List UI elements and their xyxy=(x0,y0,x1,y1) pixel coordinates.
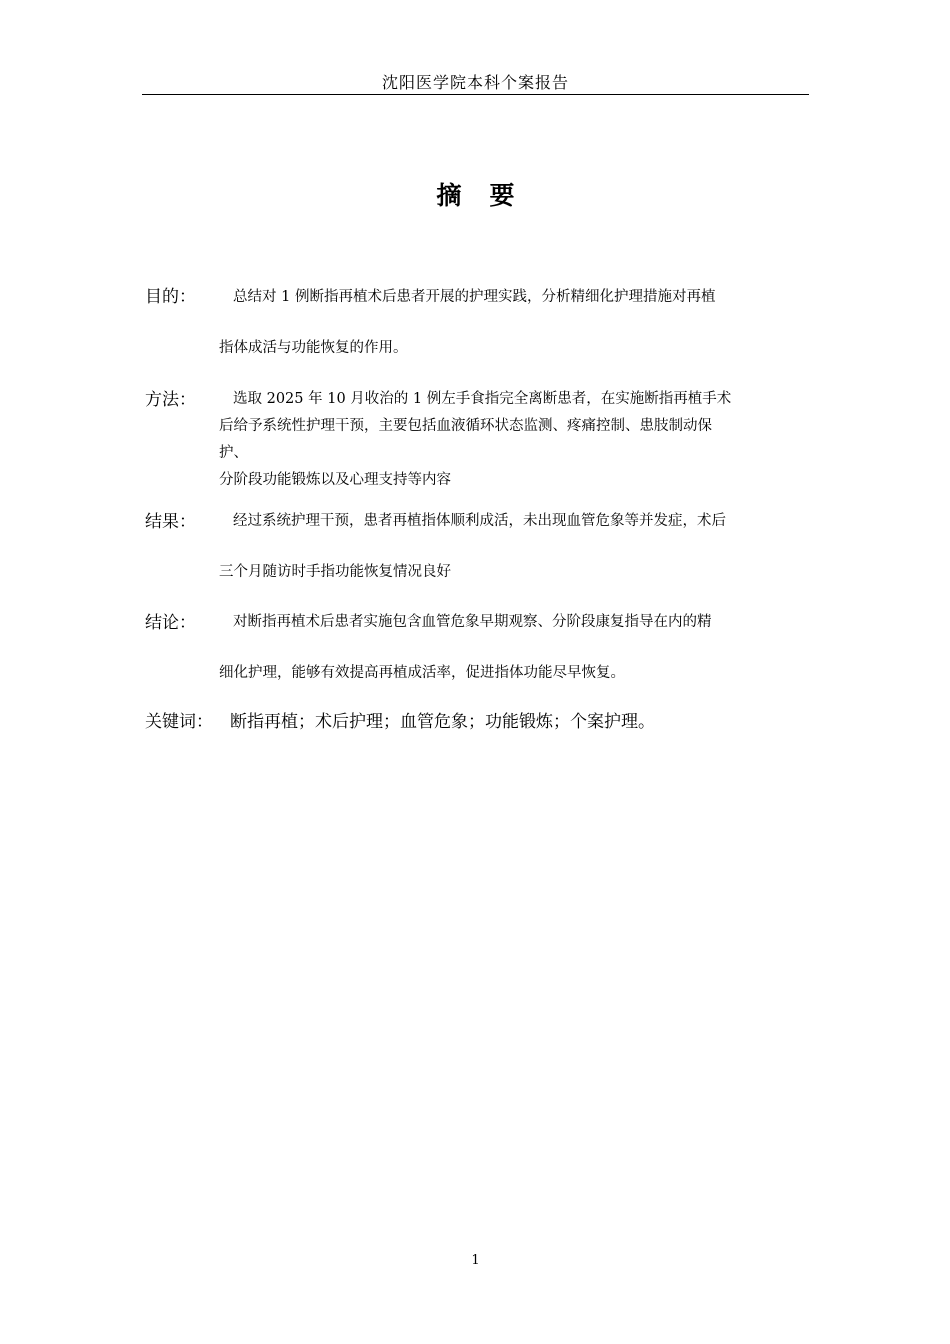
purpose-line-1: 总结对 1 例断指再植术后患者开展的护理实践，分析精细化护理措施对再植 xyxy=(233,289,716,305)
method-line-2: 后给予系统性护理干预，主要包括血液循环状态监测、疼痛控制、患肢制动保 xyxy=(219,418,712,434)
conclusion-line-1: 对断指再植术后患者实施包含血管危象早期观察、分阶段康复指导在内的精 xyxy=(233,614,712,630)
purpose-line-2: 指体成活与功能恢复的作用。 xyxy=(219,340,408,356)
conclusion-label: 结论： xyxy=(145,613,196,633)
method-line-1: 选取 2025 年 10 月收治的 1 例左手食指完全离断患者，在实施断指再植手术 xyxy=(233,391,732,407)
method-line-4: 分阶段功能锻炼以及心理支持等内容 xyxy=(219,472,451,488)
result-label: 结果： xyxy=(145,512,196,532)
abstract-title: 摘要 xyxy=(436,181,543,210)
conclusion-line-2: 细化护理，能够有效提高再植成活率，促进指体功能尽早恢复。 xyxy=(219,665,625,681)
method-label: 方法： xyxy=(145,390,196,410)
method-line-3: 护、 xyxy=(219,445,248,461)
keywords-label: 关键词： xyxy=(145,712,213,732)
page-number: 1 xyxy=(471,1253,480,1268)
running-header: 沈阳医学院本科个案报告 xyxy=(381,73,569,92)
result-line-2: 三个月随访时手指功能恢复情况良好 xyxy=(219,564,451,580)
keywords-text: 断指再植；术后护理；血管危象；功能锻炼；个案护理。 xyxy=(230,712,655,732)
purpose-label: 目的： xyxy=(145,287,196,307)
header-rule xyxy=(142,94,809,95)
result-line-1: 经过系统护理干预，患者再植指体顺利成活，未出现血管危象等并发症，术后 xyxy=(233,513,726,529)
